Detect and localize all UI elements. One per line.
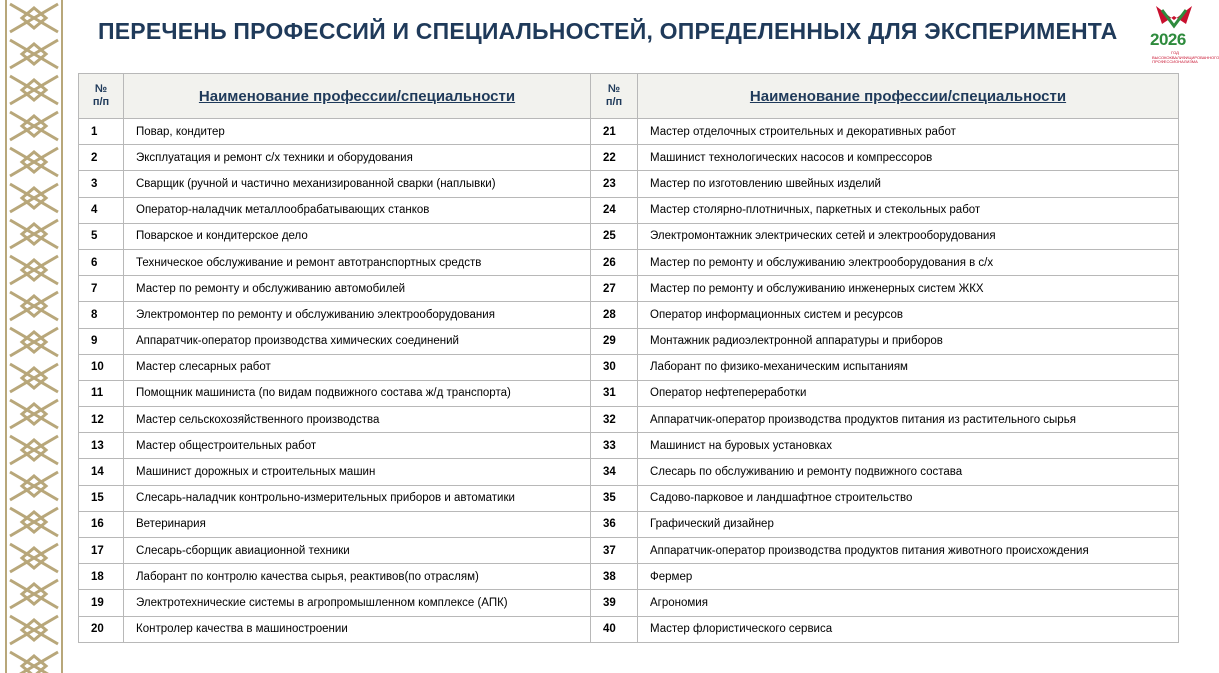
row-number: 7 <box>79 276 124 302</box>
row-number: 36 <box>591 511 638 537</box>
row-number: 38 <box>591 564 638 590</box>
profession-name: Техническое обслуживание и ремонт автотранспортных средств <box>124 249 591 275</box>
table-row <box>79 616 1179 642</box>
row-number: 40 <box>591 616 638 642</box>
row-number: 18 <box>79 564 124 590</box>
row-number: 22 <box>591 145 638 171</box>
row-number: 3 <box>79 171 124 197</box>
profession-name: Слесарь-наладчик контрольно-измерительных приборов и автоматики <box>124 485 591 511</box>
ornament-border <box>0 0 68 673</box>
table-row <box>79 223 1179 249</box>
profession-name: Повар, кондитер <box>124 119 591 145</box>
row-number: 19 <box>79 590 124 616</box>
row-number: 13 <box>79 433 124 459</box>
profession-name: Мастер по ремонту и обслуживанию инженерных систем ЖКХ <box>638 276 1179 302</box>
profession-name: Машинист дорожных и строительных машин <box>124 459 591 485</box>
row-number: 31 <box>591 380 638 406</box>
row-number: 2 <box>79 145 124 171</box>
profession-name: Машинист на буровых установках <box>638 433 1179 459</box>
table-row <box>79 276 1179 302</box>
logo-caption: ГОД ВЫСОКОКВАЛИФИЦИРОВАННОГО ПРОФЕССИОНАЛИЗМА <box>1152 50 1219 64</box>
profession-name: Аппаратчик-оператор производства продуктов питания из растительного сырья <box>638 407 1179 433</box>
row-number: 21 <box>591 119 638 145</box>
row-number: 33 <box>591 433 638 459</box>
row-number: 1 <box>79 119 124 145</box>
profession-name: Мастер сельскохозяйственного производства <box>124 407 591 433</box>
row-number: 16 <box>79 511 124 537</box>
table-row <box>79 119 1179 145</box>
profession-name: Мастер по ремонту и обслуживанию автомобилей <box>124 276 591 302</box>
row-number: 37 <box>591 538 638 564</box>
profession-name: Контролер качества в машиностроении <box>124 616 591 642</box>
table-row <box>79 380 1179 406</box>
profession-name: Ветеринария <box>124 511 591 537</box>
table-row <box>79 197 1179 223</box>
table-row <box>79 145 1179 171</box>
profession-name: Оператор-наладчик металлообрабатывающих станков <box>124 197 591 223</box>
row-number: 34 <box>591 459 638 485</box>
row-number: 24 <box>591 197 638 223</box>
table-row <box>79 354 1179 380</box>
row-number: 30 <box>591 354 638 380</box>
profession-name: Мастер по ремонту и обслуживанию электрооборудования в с/х <box>638 249 1179 275</box>
row-number: 25 <box>591 223 638 249</box>
row-number: 6 <box>79 249 124 275</box>
row-number: 35 <box>591 485 638 511</box>
row-number: 14 <box>79 459 124 485</box>
table-row <box>79 407 1179 433</box>
profession-name: Эксплуатация и ремонт с/х техники и оборудования <box>124 145 591 171</box>
profession-name: Аппаратчик-оператор производства продуктов питания животного происхождения <box>638 538 1179 564</box>
profession-name: Агрономия <box>638 590 1179 616</box>
profession-name: Электромонтажник электрических сетей и электрооборудования <box>638 223 1179 249</box>
row-number: 39 <box>591 590 638 616</box>
row-number: 20 <box>79 616 124 642</box>
profession-name: Графический дизайнер <box>638 511 1179 537</box>
profession-name: Электромонтер по ремонту и обслуживанию электрооборудования <box>124 302 591 328</box>
profession-name: Мастер столярно-плотничных, паркетных и стекольных работ <box>638 197 1179 223</box>
row-number: 17 <box>79 538 124 564</box>
row-number: 12 <box>79 407 124 433</box>
table-row <box>79 459 1179 485</box>
table-row <box>79 485 1179 511</box>
profession-name: Мастер слесарных работ <box>124 354 591 380</box>
profession-name: Поварское и кондитерское дело <box>124 223 591 249</box>
profession-name: Аппаратчик-оператор производства химических соединений <box>124 328 591 354</box>
profession-name: Помощник машиниста (по видам подвижного состава ж/д транспорта) <box>124 380 591 406</box>
row-number: 29 <box>591 328 638 354</box>
profession-name: Лаборант по физико-механическим испытаниям <box>638 354 1179 380</box>
profession-name: Электротехнические системы в агропромышленном комплексе (АПК) <box>124 590 591 616</box>
profession-name: Монтажник радиоэлектронной аппаратуры и приборов <box>638 328 1179 354</box>
row-number: 26 <box>591 249 638 275</box>
table-header-row <box>79 74 1179 119</box>
profession-name: Мастер флористического сервиса <box>638 616 1179 642</box>
row-number: 10 <box>79 354 124 380</box>
profession-name: Оператор нефтепереработки <box>638 380 1179 406</box>
profession-name: Слесарь-сборщик авиационной техники <box>124 538 591 564</box>
table-row <box>79 590 1179 616</box>
profession-name: Мастер по изготовлению швейных изделий <box>638 171 1179 197</box>
table-row <box>79 433 1179 459</box>
profession-name: Садово-парковое и ландшафтное строительство <box>638 485 1179 511</box>
row-number: 5 <box>79 223 124 249</box>
row-number: 32 <box>591 407 638 433</box>
profession-name: Мастер отделочных строительных и декоративных работ <box>638 119 1179 145</box>
row-number: 11 <box>79 380 124 406</box>
profession-name: Мастер общестроительных работ <box>124 433 591 459</box>
header-number-right: № п/п <box>591 74 638 119</box>
row-number: 28 <box>591 302 638 328</box>
page-title: ПЕРЕЧЕНЬ ПРОФЕССИЙ И СПЕЦИАЛЬНОСТЕЙ, ОПРЕДЕЛЕННЫХ ДЛЯ ЭКСПЕРИМЕНТА <box>98 18 1118 44</box>
table-row <box>79 302 1179 328</box>
profession-name: Оператор информационных систем и ресурсов <box>638 302 1179 328</box>
profession-name: Сварщик (ручной и частично механизированной сварки (наплывки) <box>124 171 591 197</box>
profession-name: Слесарь по обслуживанию и ремонту подвижного состава <box>638 459 1179 485</box>
table-row <box>79 564 1179 590</box>
professions-table <box>78 73 1179 643</box>
table-row <box>79 328 1179 354</box>
profession-name: Лаборант по контролю качества сырья, реактивов(по отраслям) <box>124 564 591 590</box>
logo-year: 2026 <box>1150 30 1186 49</box>
table-row <box>79 249 1179 275</box>
row-number: 15 <box>79 485 124 511</box>
row-number: 8 <box>79 302 124 328</box>
table-row <box>79 538 1179 564</box>
row-number: 9 <box>79 328 124 354</box>
profession-name: Машинист технологических насосов и компрессоров <box>638 145 1179 171</box>
table-row <box>79 511 1179 537</box>
row-number: 4 <box>79 197 124 223</box>
header-name-right: Наименование профессии/специальности <box>638 74 1179 119</box>
header-name-left: Наименование профессии/специальности <box>124 74 591 119</box>
profession-name: Фермер <box>638 564 1179 590</box>
row-number: 27 <box>591 276 638 302</box>
header-number-left: № п/п <box>79 74 124 119</box>
row-number: 23 <box>591 171 638 197</box>
table-row <box>79 171 1179 197</box>
